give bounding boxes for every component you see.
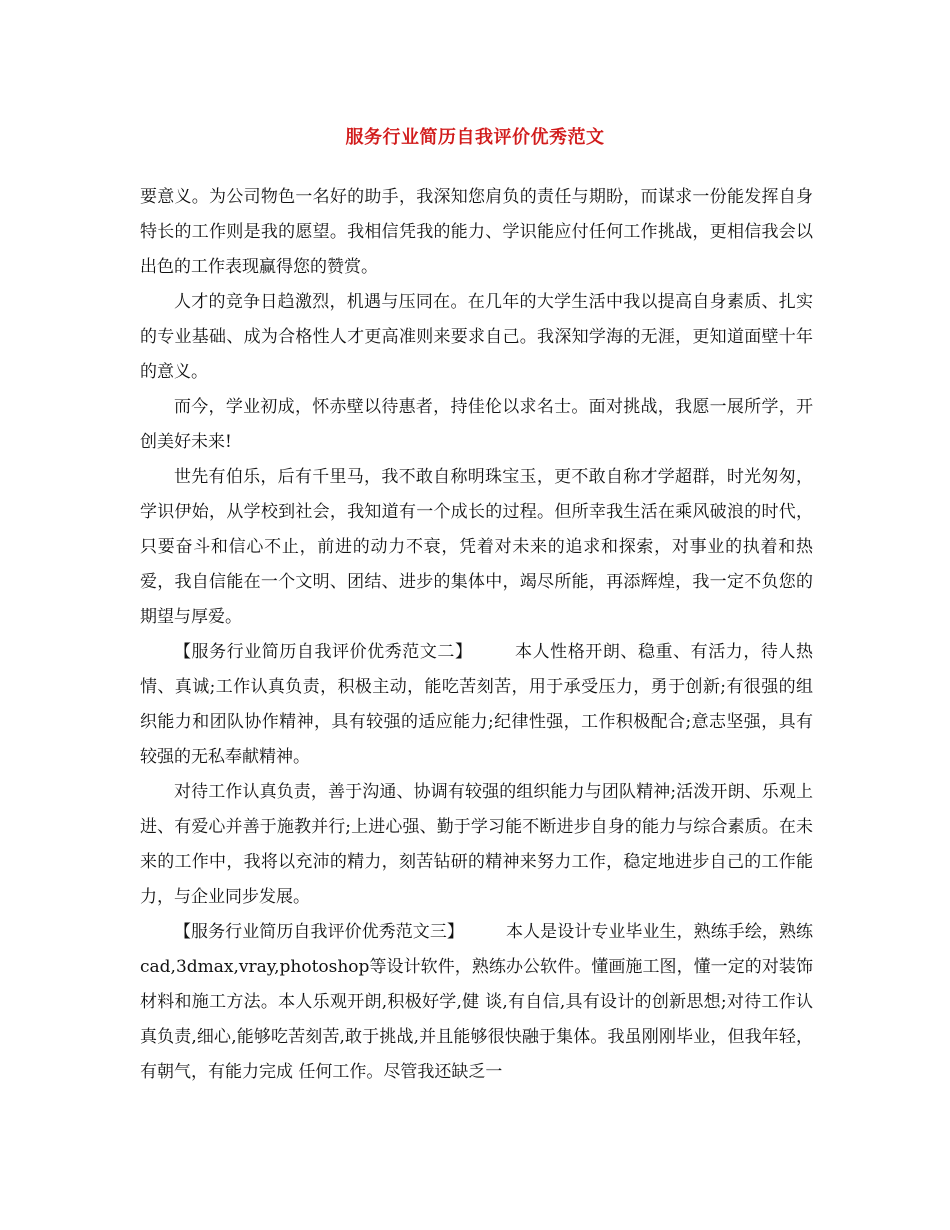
paragraph-2	[140, 285, 813, 390]
section-heading-3: 【服务行业简历自我评价优秀范文三】	[174, 922, 464, 942]
paragraph-7-text: 本人是设计专业毕业生，熟练手绘，熟练 cad,3dmax,vray,photoshop等设计软件，熟练办公软件。懂画施工图，懂一定的对装饰材料和施工方法。本人乐观开朗,积极好学,健 谈,有自信,具有设计的创新思想;对待工作认真负责,细心,能够吃苦刻苦,敢于挑战,并且能够很快融于集体。我虽刚刚毕业，但我年轻，有朝气，有能力完成 任何工作。尽管我还缺乏一	[140, 922, 814, 1082]
paragraph-5-text: 本人性格开朗、稳重、有活力，待人热情、真诚;工作认真负责，积极主动，能吃苦刻苦，用于承受压力，勇于创新;有很强的组织能力和团队协作精神，具有较强的适应能力;纪律性强，工作积极配合;意志坚强，具有较强的无私奉献精神。	[140, 642, 813, 767]
paragraph-6-text: 对待工作认真负责，善于沟通、协调有较强的组织能力与团队精神;活泼开朗、乐观上进、有爱心并善于施教并行;上进心强、勤于学习能不断进步自身的能力与综合素质。在未来的工作中，我将以充沛的精力，刻苦钻研的精神来努力工作，稳定地进步自己的工作能力，与企业同步发展。	[140, 782, 813, 907]
paragraph-2-text: 人才的竞争日趋激烈，机遇与压同在。在几年的大学生活中我以提高自身素质、扎实的专业基础、成为合格性人才更高准则来要求自己。我深知学海的无涯，更知道面壁十年的意义。	[140, 292, 813, 382]
document-title: 服务行业简历自我评价优秀范文	[345, 127, 605, 148]
paragraph-1	[140, 180, 813, 285]
paragraph-7	[140, 915, 813, 1090]
section-heading-2: 【服务行业简历自我评价优秀范文二】	[174, 642, 473, 662]
paragraph-3-text: 而今，学业初成，怀赤壁以待惠者，持佳伦以求名士。面对挑战，我愿一展所学，开创美好未来!	[140, 397, 813, 452]
paragraph-6	[140, 775, 813, 915]
document-body	[140, 180, 813, 1090]
paragraph-4-text: 世先有伯乐，后有千里马，我不敢自称明珠宝玉，更不敢自称才学超群，时光匆匆，学识伊始，从学校到社会，我知道有一个成长的过程。但所幸我生活在乘风破浪的时代，只要奋斗和信心不止，前进的动力不衰，凭着对未来的追求和探索，对事业的执着和热爱，我自信能在一个文明、团结、进步的集体中，竭尽所能，再添辉煌，我一定不负您的期望与厚爱。	[140, 467, 813, 627]
paragraph-5	[140, 635, 813, 775]
paragraph-4	[140, 460, 813, 635]
paragraph-3	[140, 390, 813, 460]
paragraph-1-text: 要意义。为公司物色一名好的助手，我深知您肩负的责任与期盼，而谋求一份能发挥自身特长的工作则是我的愿望。我相信凭我的能力、学识能应付任何工作挑战，更相信我会以出色的工作表现赢得您的赞赏。	[140, 187, 813, 277]
